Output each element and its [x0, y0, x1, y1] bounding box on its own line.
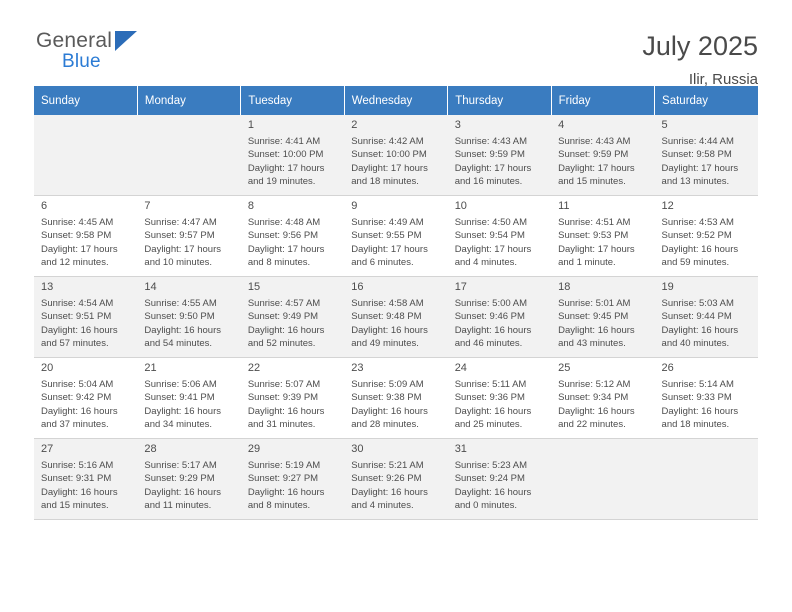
calendar-day-cell[interactable]	[34, 277, 137, 358]
day-detail-line: and 49 minutes.	[351, 337, 419, 349]
calendar-day-cell[interactable]	[448, 358, 551, 439]
day-detail-line: Sunrise: 4:44 AM	[661, 136, 734, 148]
day-detail-line: Sunrise: 5:00 AM	[454, 298, 528, 310]
day-detail-line: Sunset: 9:58 PM	[661, 149, 732, 161]
day-detail-line: Daylight: 16 hours	[454, 405, 532, 417]
day-detail-line: Daylight: 16 hours	[144, 486, 221, 498]
calendar-empty-cell	[34, 115, 137, 196]
day-detail-line: Sunrise: 4:51 AM	[558, 217, 631, 229]
day-number: 17	[454, 281, 467, 294]
day-number: 26	[661, 362, 674, 375]
calendar-day-cell[interactable]	[137, 439, 240, 520]
day-detail-line: Sunrise: 5:11 AM	[454, 379, 527, 391]
day-number: 19	[661, 281, 674, 294]
day-number: 8	[247, 200, 254, 213]
day-number: 2	[351, 119, 358, 131]
day-detail-line: Sunrise: 4:58 AM	[351, 298, 424, 310]
day-detail-line: Sunrise: 4:41 AM	[247, 136, 321, 148]
day-detail-line: and 1 minute.	[558, 256, 616, 268]
day-detail-line: Daylight: 17 hours	[661, 162, 739, 174]
calendar-day-cell[interactable]	[448, 277, 551, 358]
day-detail-line: Sunrise: 5:04 AM	[41, 379, 114, 391]
day-detail-line: Daylight: 16 hours	[247, 324, 325, 336]
day-detail-line: Sunrise: 5:01 AM	[558, 298, 631, 310]
day-detail-line: Sunset: 9:46 PM	[454, 311, 525, 323]
day-detail-line: and 22 minutes.	[558, 418, 626, 430]
calendar-day-cell[interactable]	[34, 196, 137, 277]
day-detail-line: Sunrise: 4:42 AM	[351, 136, 424, 148]
day-number: 27	[41, 443, 54, 456]
day-detail-line: Sunset: 9:38 PM	[351, 392, 422, 404]
day-detail-line: Daylight: 17 hours	[247, 162, 325, 174]
day-detail-line: Sunrise: 4:53 AM	[661, 217, 734, 229]
day-number: 18	[558, 281, 571, 294]
calendar-day-cell[interactable]	[551, 277, 654, 358]
day-detail-line: Sunrise: 5:23 AM	[454, 460, 528, 472]
calendar-day-cell[interactable]	[241, 196, 344, 277]
blue-flag-icon	[115, 31, 137, 51]
calendar-day-cell[interactable]	[344, 277, 447, 358]
day-detail-line: Daylight: 16 hours	[661, 243, 739, 255]
day-detail-line: Sunrise: 4:49 AM	[351, 217, 424, 229]
day-detail-line: and 8 minutes.	[247, 256, 311, 268]
day-detail-line: and 0 minutes.	[454, 499, 518, 511]
day-number: 30	[351, 443, 364, 456]
day-detail-line: Sunset: 9:33 PM	[661, 392, 732, 404]
calendar-day-cell[interactable]	[344, 196, 447, 277]
day-detail-line: Daylight: 17 hours	[454, 162, 532, 174]
day-detail-line: Sunrise: 4:50 AM	[454, 217, 528, 229]
day-detail-line: Sunset: 9:48 PM	[351, 311, 422, 323]
calendar-day-cell[interactable]	[448, 115, 551, 196]
day-detail-line: and 31 minutes.	[247, 418, 316, 430]
day-detail-line: and 4 minutes.	[351, 499, 414, 511]
calendar-table	[34, 86, 758, 520]
day-number: 1	[247, 119, 254, 131]
weekday-header-sunday: Sunday	[34, 86, 137, 115]
weekday-header-thursday: Thursday	[448, 86, 551, 115]
day-detail-line: and 40 minutes.	[661, 337, 730, 349]
day-detail-line: Sunrise: 5:06 AM	[144, 379, 217, 391]
day-detail-line: Sunrise: 4:57 AM	[247, 298, 321, 310]
calendar-body	[34, 115, 758, 520]
day-detail-line: Sunrise: 4:43 AM	[558, 136, 631, 148]
day-detail-line: Sunrise: 5:03 AM	[661, 298, 734, 310]
day-detail-line: Sunset: 9:42 PM	[41, 392, 112, 404]
day-detail-line: Sunrise: 5:16 AM	[41, 460, 114, 472]
day-detail-line: Sunrise: 4:43 AM	[454, 136, 528, 148]
calendar-day-cell[interactable]	[655, 277, 758, 358]
day-detail-line: and 37 minutes.	[41, 418, 109, 430]
day-detail-line: Sunrise: 5:07 AM	[247, 379, 321, 391]
day-detail-line: Daylight: 17 hours	[41, 243, 118, 255]
weekday-header-wednesday: Wednesday	[344, 86, 447, 115]
day-number: 3	[454, 119, 461, 131]
day-number: 4	[558, 119, 565, 131]
day-detail-line: Daylight: 17 hours	[351, 243, 428, 255]
page-title: July 2025	[642, 31, 758, 61]
day-detail-line: and 6 minutes.	[351, 256, 414, 268]
day-number: 29	[247, 443, 261, 456]
day-detail-line: Sunset: 9:54 PM	[454, 230, 525, 242]
calendar-day-cell[interactable]	[137, 358, 240, 439]
calendar-day-cell[interactable]	[241, 439, 344, 520]
calendar-week-row	[34, 277, 758, 358]
day-detail-line: Daylight: 16 hours	[454, 324, 532, 336]
day-number: 24	[454, 362, 467, 375]
day-detail-line: and 28 minutes.	[351, 418, 419, 430]
day-number: 20	[41, 362, 54, 375]
day-detail-line: Sunset: 9:29 PM	[144, 473, 215, 485]
day-detail-line: Daylight: 16 hours	[661, 405, 739, 417]
weekday-header-monday: Monday	[137, 86, 240, 115]
calendar-day-cell[interactable]	[655, 115, 758, 196]
weekday-header-friday: Friday	[551, 86, 654, 115]
calendar-day-cell[interactable]	[448, 196, 551, 277]
day-detail-line: and 4 minutes.	[454, 256, 518, 268]
weekday-header-row	[34, 86, 758, 115]
logo-top-row	[36, 30, 137, 51]
day-detail-line: Daylight: 16 hours	[41, 405, 118, 417]
day-detail-line: and 52 minutes.	[247, 337, 316, 349]
calendar-day-cell[interactable]	[137, 277, 240, 358]
calendar-day-cell[interactable]	[241, 358, 344, 439]
day-number: 9	[351, 200, 358, 213]
day-detail-line: Daylight: 16 hours	[41, 324, 118, 336]
day-detail-line: Daylight: 17 hours	[558, 162, 635, 174]
weekday-header-saturday: Saturday	[655, 86, 758, 115]
day-detail-line: Sunset: 9:59 PM	[454, 149, 525, 161]
day-detail-line: Sunrise: 5:19 AM	[247, 460, 321, 472]
day-detail-line: and 46 minutes.	[454, 337, 523, 349]
day-detail-line: Daylight: 16 hours	[558, 405, 635, 417]
day-number: 31	[454, 443, 467, 456]
day-detail-line: Daylight: 16 hours	[558, 324, 635, 336]
calendar-empty-cell	[655, 439, 758, 520]
day-number: 6	[41, 200, 48, 213]
day-detail-line: Sunrise: 5:09 AM	[351, 379, 424, 391]
day-detail-line: and 34 minutes.	[144, 418, 213, 430]
day-detail-line: Sunset: 9:51 PM	[41, 311, 112, 323]
day-detail-line: Sunset: 9:57 PM	[144, 230, 215, 242]
day-detail-line: and 8 minutes.	[247, 499, 311, 511]
day-detail-line: Daylight: 16 hours	[351, 486, 428, 498]
day-detail-line: Sunset: 9:24 PM	[454, 473, 525, 485]
calendar-week-row	[34, 196, 758, 277]
day-detail-line: and 18 minutes.	[351, 175, 419, 187]
day-number: 7	[144, 200, 151, 213]
day-detail-line: and 11 minutes.	[144, 499, 212, 511]
day-detail-line: and 43 minutes.	[558, 337, 626, 349]
calendar-day-cell[interactable]	[241, 277, 344, 358]
day-detail-line: Sunset: 9:26 PM	[351, 473, 422, 485]
calendar-day-cell[interactable]	[448, 439, 551, 520]
day-number: 16	[351, 281, 364, 294]
calendar-day-cell[interactable]	[655, 358, 758, 439]
page-subtitle: Ilir, Russia	[688, 70, 758, 88]
weekday-header-tuesday: Tuesday	[241, 86, 344, 115]
calendar-day-cell[interactable]	[34, 439, 137, 520]
day-detail-line: Sunset: 9:36 PM	[454, 392, 525, 404]
day-detail-line: Sunset: 9:41 PM	[144, 392, 215, 404]
day-detail-line: Daylight: 16 hours	[454, 486, 532, 498]
calendar-day-cell[interactable]	[344, 358, 447, 439]
day-detail-line: Daylight: 17 hours	[351, 162, 428, 174]
day-detail-line: Sunset: 9:59 PM	[558, 149, 629, 161]
day-detail-line: Daylight: 17 hours	[247, 243, 325, 255]
day-number: 11	[558, 200, 570, 213]
day-detail-line: Sunrise: 4:45 AM	[41, 217, 114, 229]
day-number: 28	[144, 443, 157, 456]
day-detail-line: Sunrise: 4:47 AM	[144, 217, 217, 229]
day-detail-line: Daylight: 16 hours	[144, 324, 221, 336]
calendar-day-cell[interactable]	[344, 439, 447, 520]
calendar-day-cell[interactable]	[551, 358, 654, 439]
day-detail-line: Sunset: 9:56 PM	[247, 230, 319, 242]
calendar-day-cell[interactable]	[344, 115, 447, 196]
calendar-week-row	[34, 358, 758, 439]
day-detail-line: Sunset: 9:50 PM	[144, 311, 215, 323]
day-number: 14	[144, 281, 157, 294]
day-detail-line: Daylight: 16 hours	[661, 324, 739, 336]
day-detail-line: Daylight: 17 hours	[144, 243, 221, 255]
day-detail-line: Sunset: 9:55 PM	[351, 230, 422, 242]
calendar-empty-cell	[137, 115, 240, 196]
day-detail-line: Daylight: 16 hours	[41, 486, 118, 498]
day-number: 13	[41, 281, 54, 294]
day-detail-line: Daylight: 16 hours	[144, 405, 221, 417]
day-number: 5	[661, 119, 668, 131]
day-detail-line: Sunset: 9:53 PM	[558, 230, 629, 242]
day-detail-line: Daylight: 16 hours	[351, 324, 428, 336]
day-detail-line: Sunrise: 4:54 AM	[41, 298, 114, 310]
calendar-day-cell[interactable]	[551, 196, 654, 277]
logo-blue-text: Blue	[62, 51, 101, 72]
calendar-day-cell[interactable]	[137, 196, 240, 277]
day-detail-line: Sunset: 9:58 PM	[41, 230, 112, 242]
day-detail-line: Daylight: 16 hours	[351, 405, 428, 417]
day-detail-line: and 59 minutes.	[661, 256, 730, 268]
calendar-day-cell[interactable]	[241, 115, 344, 196]
day-detail-line: and 16 minutes.	[454, 175, 523, 187]
page-header	[34, 0, 758, 88]
logo-general-text: General	[36, 29, 113, 52]
day-detail-line: and 10 minutes.	[144, 256, 213, 268]
day-detail-line: Sunset: 9:52 PM	[661, 230, 732, 242]
day-detail-line: and 15 minutes.	[41, 499, 109, 511]
day-detail-line: Sunset: 10:00 PM	[351, 149, 427, 161]
calendar-week-row	[34, 439, 758, 520]
day-detail-line: and 25 minutes.	[454, 418, 523, 430]
calendar-week-row	[34, 115, 758, 196]
day-detail-line: Daylight: 17 hours	[558, 243, 635, 255]
day-detail-line: and 13 minutes.	[661, 175, 730, 187]
day-detail-line: Daylight: 16 hours	[247, 486, 325, 498]
day-detail-line: Sunrise: 5:12 AM	[558, 379, 631, 391]
day-detail-line: Sunrise: 4:55 AM	[144, 298, 217, 310]
day-detail-line: Sunrise: 5:21 AM	[351, 460, 424, 472]
day-detail-line: Sunset: 10:00 PM	[247, 149, 324, 161]
day-detail-line: Sunrise: 4:48 AM	[247, 217, 321, 229]
day-detail-line: and 15 minutes.	[558, 175, 626, 187]
day-detail-line: Sunset: 9:39 PM	[247, 392, 319, 404]
calendar-empty-cell	[551, 439, 654, 520]
day-detail-line: and 57 minutes.	[41, 337, 109, 349]
day-number: 25	[558, 362, 571, 375]
day-detail-line: and 54 minutes.	[144, 337, 213, 349]
day-detail-line: and 19 minutes.	[247, 175, 316, 187]
day-number: 12	[661, 200, 674, 213]
general-blue-logo	[34, 30, 137, 71]
day-number: 10	[454, 200, 467, 213]
day-detail-line: and 18 minutes.	[661, 418, 730, 430]
title-block	[642, 30, 758, 88]
day-detail-line: Sunset: 9:34 PM	[558, 392, 629, 404]
day-detail-line: Sunset: 9:44 PM	[661, 311, 732, 323]
day-detail-line: Sunset: 9:45 PM	[558, 311, 629, 323]
day-detail-line: Sunset: 9:49 PM	[247, 311, 319, 323]
day-detail-line: and 12 minutes.	[41, 256, 109, 268]
calendar-day-cell[interactable]	[551, 115, 654, 196]
calendar-day-cell[interactable]	[655, 196, 758, 277]
day-detail-line: Sunrise: 5:14 AM	[661, 379, 734, 391]
day-number: 22	[247, 362, 261, 375]
day-number: 23	[351, 362, 364, 375]
day-detail-line: Sunset: 9:31 PM	[41, 473, 112, 485]
day-detail-line: Sunset: 9:27 PM	[247, 473, 319, 485]
day-number: 21	[144, 362, 157, 375]
day-number: 15	[247, 281, 261, 294]
day-detail-line: Daylight: 17 hours	[454, 243, 532, 255]
day-detail-line: Sunrise: 5:17 AM	[144, 460, 217, 472]
calendar-day-cell[interactable]	[34, 358, 137, 439]
day-detail-line: Daylight: 16 hours	[247, 405, 325, 417]
